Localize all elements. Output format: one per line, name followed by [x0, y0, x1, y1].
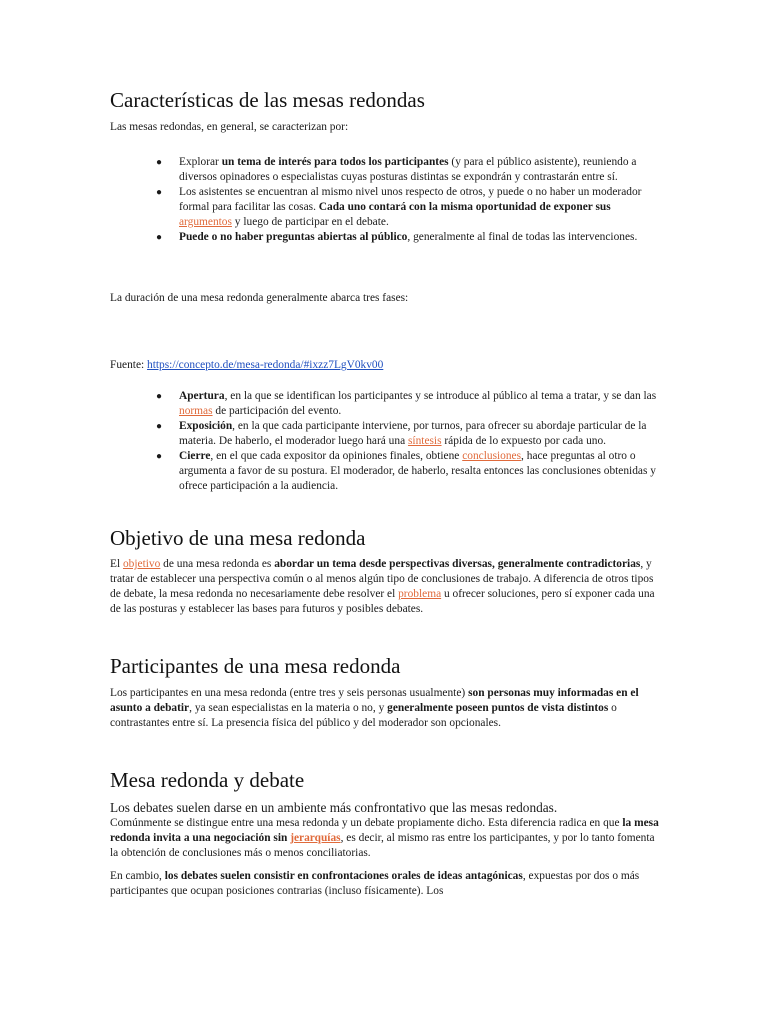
intro-paragraph: Las mesas redondas, en general, se caracterizan por: — [110, 121, 349, 133]
source-line: Fuente: https://concepto.de/mesa-redonda/#ixzz7LgV0kv00 — [110, 359, 384, 371]
list-item: ● Apertura, en la que se identifican los participantes y se introduce al público al tema a tratar, y se dan las normas de participación del evento. — [156, 390, 657, 417]
list-item: ● Explorar un tema de interés para todos los participantes (y para el público asistente), reuniendo a diversos opinadores o especialistas cuyas posturas distintas se expondrán y contrastarán entre sí. — [156, 156, 637, 183]
list-item: ● Cierre, en el que cada expositor da opiniones finales, obtiene conclusiones, hace preguntas al otro o argumenta a favor de su postura. El moderador, de haberlo, resalta entonces las conclusiones obtenidas y ofrece participación a la audiencia. — [156, 450, 656, 492]
debate-lead: Los debates suelen darse en un ambiente más confrontativo que las mesas redondas. — [110, 800, 558, 815]
argumentos-link[interactable]: argumentos — [179, 216, 232, 228]
bullet-icon: ● — [156, 391, 163, 402]
debate-paragraph-2: En cambio, los debates suelen consistir en confrontaciones orales de ideas antagónicas, expuestas por dos o más participantes que ocupan posiciones contrarias (incluso físicamente). Los — [110, 870, 640, 897]
source-link[interactable]: https://concepto.de/mesa-redonda/#ixzz7LgV0kv00 — [147, 359, 384, 371]
jerarquias-link[interactable]: jerarquías — [290, 832, 341, 844]
section-title-participantes: Participantes de una mesa redonda — [110, 654, 401, 678]
list-item: ● Puede o no haber preguntas abiertas al público, generalmente al final de todas las intervenciones. — [156, 231, 638, 243]
sintesis-link[interactable]: síntesis — [407, 435, 442, 447]
conclusiones-link[interactable]: conclusiones — [462, 450, 522, 462]
bullet-icon: ● — [156, 451, 163, 462]
bullet-icon: ● — [156, 157, 163, 168]
debate-paragraph: Comúnmente se distingue entre una mesa redonda y un debate propiamente dicho. Esta diferencia radica en que la mesa redonda invita a una negociación sin jerarquías, es decir, al mismo ras entre los participantes, y por lo tanto fomenta la obtención de conclusiones más o menos conciliatorias. — [110, 817, 659, 859]
section-title-debate: Mesa redonda y debate — [110, 768, 305, 792]
bullet-icon: ● — [156, 421, 163, 432]
bullet-icon: ● — [156, 232, 163, 243]
normas-link[interactable]: normas — [179, 405, 213, 417]
objetivo-link[interactable]: objetivo — [122, 558, 161, 570]
objetivo-paragraph: El objetivo de una mesa redonda es abordar un tema desde perspectivas diversas, generalmente contradictorias, y tratar de establecer una perspectiva común o al menos algún tipo de conclusiones de trabajo. A diferencia de otros tipos de debate, la mesa redonda no necesariamente debe resolver el problema u ofrecer soluciones, pero sí exponer cada una de las posturas y establecer las bases para futuros y posibles debates. — [110, 558, 655, 615]
duration-paragraph: La duración de una mesa redonda generalmente abarca tres fases: — [110, 292, 409, 304]
participantes-paragraph: Los participantes en una mesa redonda (entre tres y seis personas usualmente) son personas muy informadas en el asunto a debatir, ya sean especialistas en la materia o no, y generalmente poseen puntos de vista distintos o contrastantes entre sí. La presencia física del público y del moderador son opcionales. — [110, 687, 639, 729]
phases-list — [110, 389, 660, 494]
bullet-icon: ● — [156, 187, 163, 198]
section-title-caracteristicas: Características de las mesas redondas — [110, 88, 425, 112]
problema-link[interactable]: problema — [398, 588, 442, 600]
section-title-objetivo: Objetivo de una mesa redonda — [110, 526, 366, 550]
list-item: ● Los asistentes se encuentran al mismo nivel unos respecto de otros, y puede o no haber un moderador formal para facilitar las cosas. Cada uno contará con la misma oportunidad de exponer sus argumentos y luego de participar en el debate. — [156, 186, 642, 228]
list-item: ● Exposición, en la que cada participante interviene, por turnos, para ofrecer su abordaje particular de la materia. De haberlo, el moderador luego hará una síntesis rápida de lo expuesto por cada uno. — [156, 420, 647, 447]
characteristics-list — [110, 155, 660, 245]
